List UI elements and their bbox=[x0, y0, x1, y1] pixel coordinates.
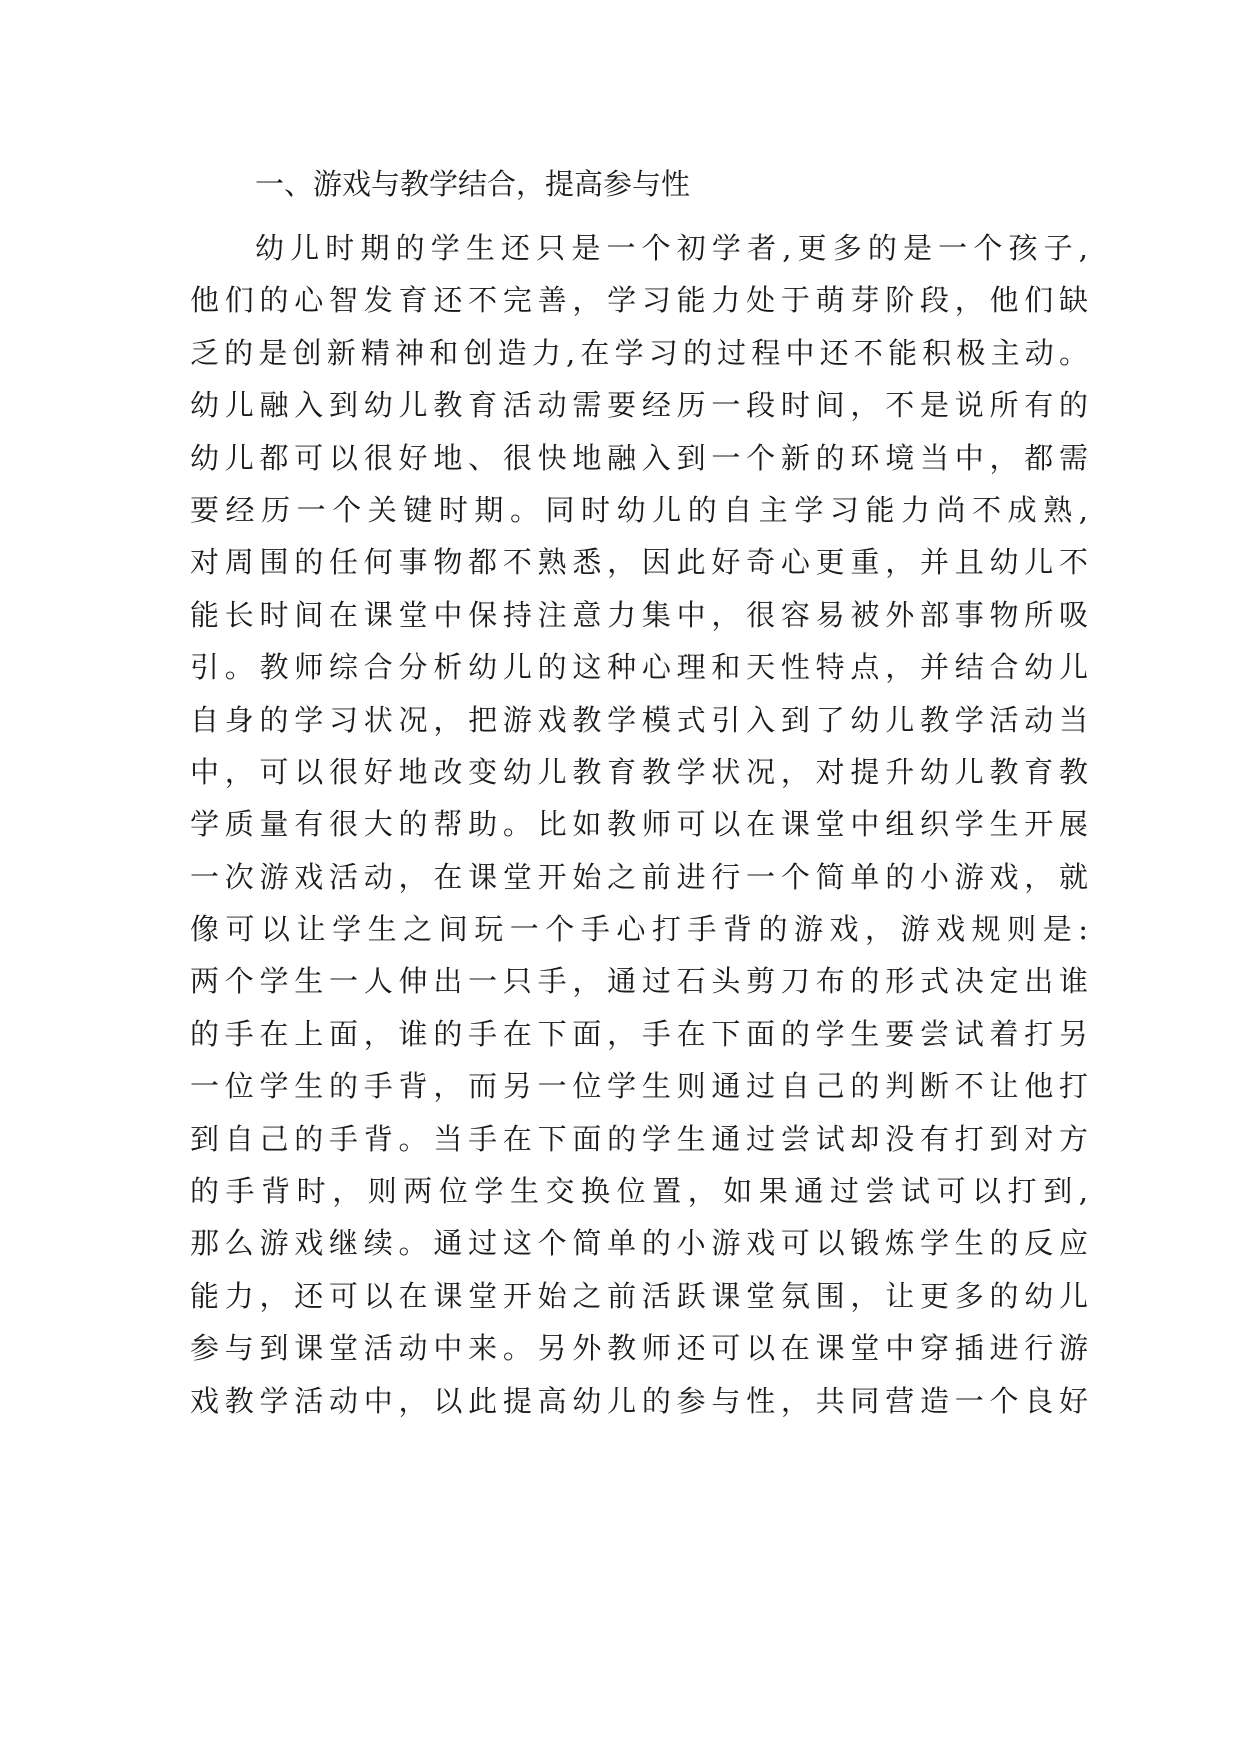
paragraph-line: 幼儿都可以很好地、很快地融入到一个新的环境当中，都需 bbox=[190, 440, 1090, 475]
paragraph-line: 参与到课堂活动中来。另外教师还可以在课堂中穿插进行游 bbox=[190, 1331, 1090, 1366]
paragraph-line: 对周围的任何事物都不熟悉，因此好奇心更重，并且幼儿不 bbox=[190, 545, 1090, 580]
paragraph-line: 幼儿时期的学生还只是一个初学者,更多的是一个孩子, bbox=[255, 231, 1090, 265]
paragraph-line: 的手在上面，谁的手在下面，手在下面的学生要尝试着打另 bbox=[190, 1016, 1090, 1051]
paragraph-line: 像可以让学生之间玩一个手心打手背的游戏，游戏规则是: bbox=[190, 912, 1090, 947]
paragraph-line: 学质量有很大的帮助。比如教师可以在课堂中组织学生开展 bbox=[190, 807, 1090, 842]
paragraph-line: 一位学生的手背，而另一位学生则通过自己的判断不让他打 bbox=[190, 1069, 1090, 1104]
paragraph-line: 中，可以很好地改变幼儿教育教学状况，对提升幼儿教育教 bbox=[190, 754, 1090, 789]
paragraph-line: 的手背时，则两位学生交换位置，如果通过尝试可以打到, bbox=[190, 1174, 1090, 1209]
paragraph-line: 要经历一个关键时期。同时幼儿的自主学习能力尚不成熟, bbox=[190, 492, 1090, 527]
paragraph-line: 能力，还可以在课堂开始之前活跃课堂氛围，让更多的幼儿 bbox=[190, 1278, 1090, 1313]
paragraph-line: 两个学生一人伸出一只手，通过石头剪刀布的形式决定出谁 bbox=[190, 964, 1090, 999]
paragraph-line: 能长时间在课堂中保持注意力集中，很容易被外部事物所吸 bbox=[190, 597, 1090, 632]
paragraph-line: 自身的学习状况，把游戏教学模式引入到了幼儿教学活动当 bbox=[190, 702, 1090, 737]
paragraph-line: 乏的是创新精神和创造力,在学习的过程中还不能积极主动。 bbox=[190, 335, 1090, 370]
paragraph-line: 幼儿融入到幼儿教育活动需要经历一段时间，不是说所有的 bbox=[190, 388, 1090, 423]
paragraph-line: 一次游戏活动，在课堂开始之前进行一个简单的小游戏，就 bbox=[190, 859, 1090, 894]
paragraph-line: 到自己的手背。当手在下面的学生通过尝试却没有打到对方 bbox=[190, 1121, 1090, 1156]
paragraph-line: 他们的心智发育还不完善，学习能力处于萌芽阶段，他们缺 bbox=[190, 283, 1090, 318]
body-paragraph bbox=[190, 222, 1090, 1427]
paragraph-line: 那么游戏继续。通过这个简单的小游戏可以锻炼学生的反应 bbox=[190, 1226, 1090, 1261]
paragraph-line: 戏教学活动中，以此提高幼儿的参与性，共同营造一个良好 bbox=[190, 1383, 1090, 1418]
paragraph-line: 引。教师综合分析幼儿的这种心理和天性特点，并结合幼儿 bbox=[190, 650, 1090, 685]
section-heading: 一、游戏与教学结合，提高参与性 bbox=[255, 167, 691, 201]
